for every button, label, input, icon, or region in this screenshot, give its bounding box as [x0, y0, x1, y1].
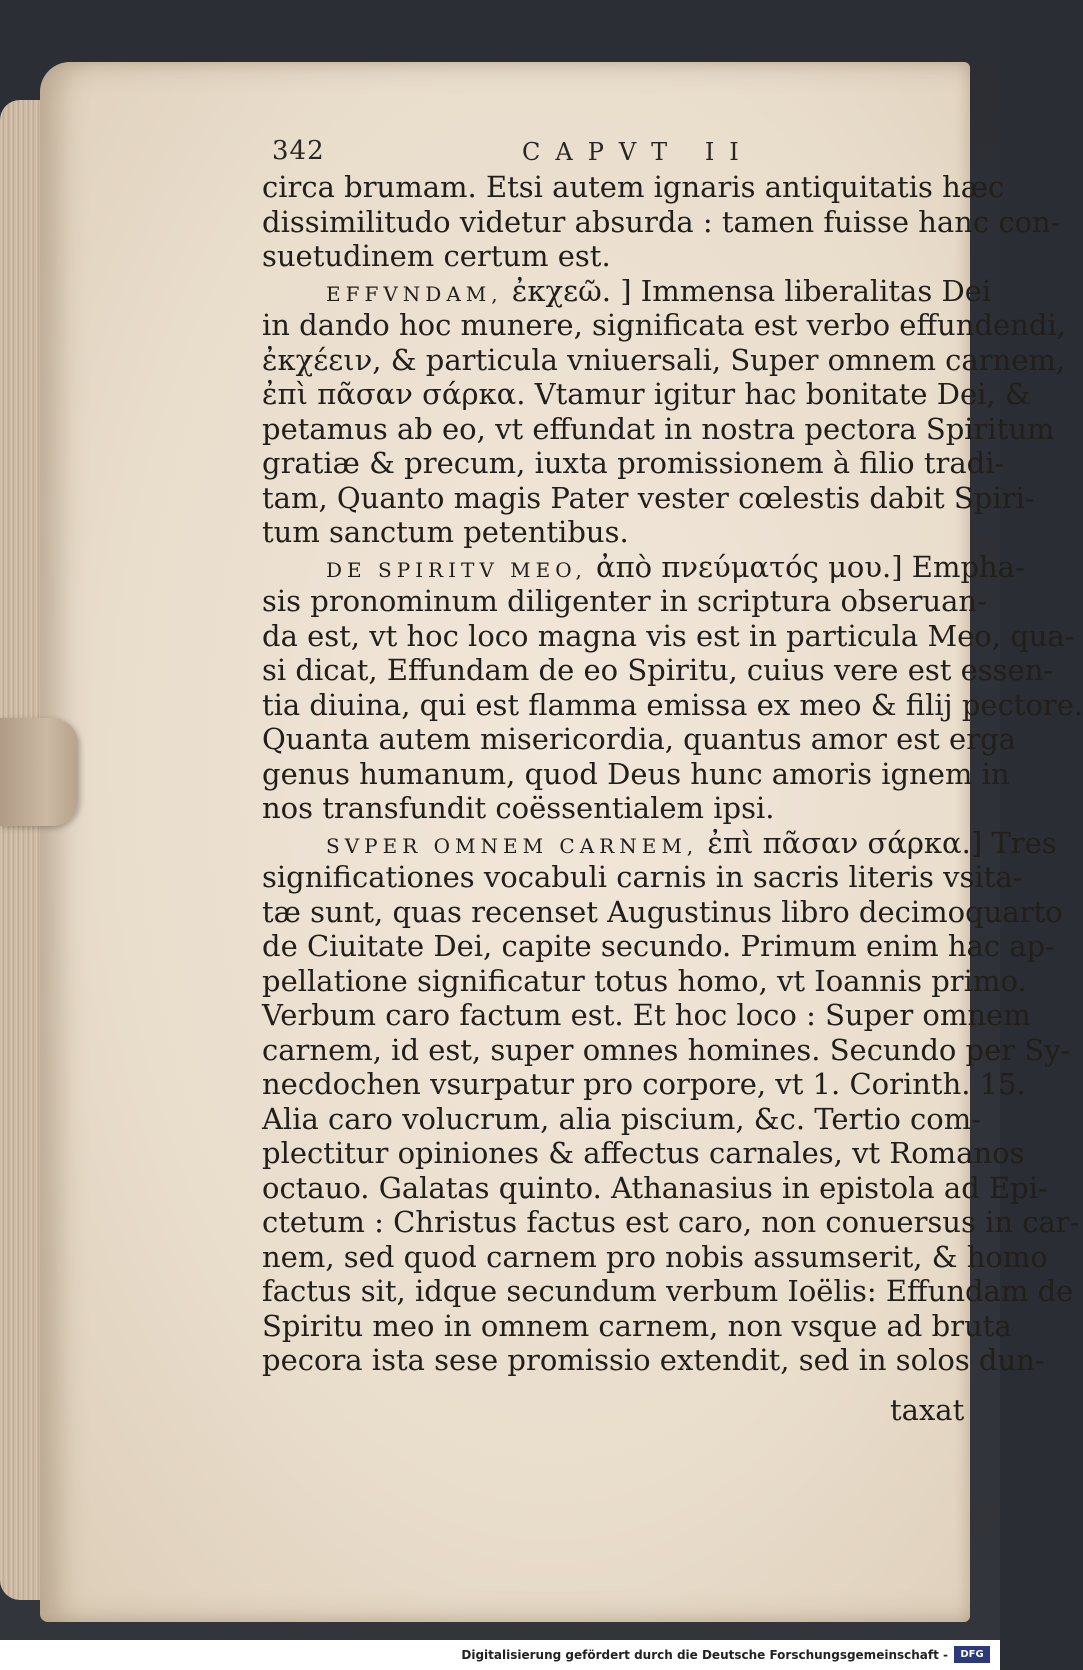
line-text: genus humanum, quod Deus hunc amoris ignem in: [262, 756, 1010, 791]
line-text: plectitur opiniones & affectus carnales, vt Romanos: [262, 1136, 1025, 1170]
line-text: pecora ista sese promissio extendit, sed in solos dun-: [262, 1343, 1045, 1377]
line-text: pellatione significatur totus homo, vt Ioannis primo.: [262, 963, 1027, 998]
line-text: Verbum caro factum est. Et hoc loco : Super omnem: [262, 998, 1031, 1032]
line-text: ἐπὶ πᾶσαν σάρκα.] Tres: [698, 825, 1057, 860]
line-text: factus sit, idque secundum verbum Ioëlis: Effundam de: [262, 1274, 1074, 1308]
text-line: [262, 1308, 1012, 1344]
text-line: [262, 377, 1031, 412]
line-text: Spiritu meo in omnem carnem, non vsque ad bruta: [262, 1308, 1012, 1343]
line-text: sis pronominum diligenter in scriptura obseruan-: [262, 584, 987, 618]
line-text: ἐκχεῶ. ] Immensa liberalitas Dei: [502, 273, 992, 308]
running-head: CAPVT II: [522, 138, 754, 166]
text-line: [262, 1136, 1025, 1171]
line-text: ἐκχέειν, & particula vniuersali, Super omnem carnem,: [262, 342, 1066, 377]
line-text: Alia caro volucrum, alia piscium, &c. Tertio com-: [262, 1101, 981, 1136]
body-text: [262, 170, 1083, 1378]
text-line: [262, 791, 962, 826]
line-text: si dicat, Effundam de eo Spiritu, cuius vere est essen-: [262, 653, 1054, 687]
text-line: [262, 584, 987, 619]
line-text: dissimilitudo videtur absurda : tamen fuisse hanc con-: [262, 204, 1061, 239]
line-text: tum sanctum petentibus.: [262, 515, 629, 549]
text-line: [262, 446, 1005, 481]
text-line: [262, 860, 1023, 895]
line-text: nem, sed quod carnem pro nobis assumserit, & homo: [262, 1239, 1048, 1274]
text-line: [262, 1067, 1026, 1102]
text-line: [262, 963, 1027, 999]
text-line: [262, 653, 1054, 688]
text-line: [262, 1170, 1048, 1206]
text-line: [262, 756, 1010, 792]
line-text: tia diuina, qui est flamma emissa ex meo & filij pectore.: [262, 687, 1083, 722]
dfg-logo: DFG: [954, 1646, 990, 1663]
text-line: [262, 170, 1005, 205]
book-clasp: [0, 718, 78, 826]
line-text: carnem, id est, super omnes homines. Secundo per Sy-: [262, 1032, 1071, 1067]
line-text: da est, vt hoc loco magna vis est in particula Meo, qua-: [262, 618, 1075, 653]
text-line: [262, 480, 1035, 516]
line-text: octauo. Galatas quinto. Athanasius in epistola ad Epi-: [262, 1170, 1048, 1205]
text-line: [262, 825, 1057, 861]
text-line: [262, 204, 1061, 240]
line-text: in dando hoc munere, significata est verbo effundendi,: [262, 308, 1066, 342]
page-number: 342: [272, 136, 325, 166]
page-header: [272, 132, 912, 172]
line-text: significationes vocabuli carnis in sacris literis vsita-: [262, 860, 1023, 894]
footer-credit: Digitalisierung gefördert durch die Deutsche Forschungsgemeinschaft -: [461, 1648, 948, 1662]
line-text: ἐπὶ πᾶσαν σάρκα. Vtamur igitur hac bonitate Dei, &: [262, 377, 1031, 411]
text-line: [262, 929, 1055, 964]
line-text: circa brumam. Etsi autem ignaris antiquitatis hæc: [262, 170, 1005, 204]
text-line: [262, 1101, 981, 1137]
line-text: nos transfundit coëssentialem ipsi.: [262, 791, 775, 825]
line-text: petamus ab eo, vt effundat in nostra pectora Spiritum: [262, 411, 1055, 446]
line-text: tæ sunt, quas recenset Augustinus libro decimoquarto: [262, 894, 1063, 929]
text-line: [262, 618, 1075, 654]
line-text: tam, Quanto magis Pater vester cœlestis dabit Spiri-: [262, 480, 1035, 515]
text-line: [262, 894, 1063, 930]
text-line: [262, 411, 1055, 447]
footer-bar: [0, 1640, 1000, 1670]
line-text: ἀπὸ πνεύματός μου.] Empha-: [586, 549, 1025, 584]
text-line: [262, 1205, 1080, 1240]
text-line: [262, 308, 1066, 343]
text-line: [262, 515, 962, 550]
text-line: [262, 239, 962, 274]
text-line: [262, 1239, 1048, 1275]
text-line: [262, 1032, 1071, 1068]
text-line: [262, 1274, 1074, 1309]
lemma-heading: DE SPIRITV MEO,: [326, 557, 587, 582]
line-text: de Ciuitate Dei, capite secundo. Primum enim hac ap-: [262, 929, 1055, 963]
line-text: Quanta autem misericordia, quantus amor est erga: [262, 722, 1016, 756]
text-line: [262, 549, 1025, 585]
text-line: [262, 273, 992, 309]
text-line: [262, 722, 1016, 757]
line-text: gratiæ & precum, iuxta promissionem à filio tradi-: [262, 446, 1005, 480]
catchword: taxat: [890, 1393, 965, 1427]
lemma-heading: EFFVNDAM,: [326, 281, 503, 306]
line-text: necdochen vsurpatur pro corpore, vt 1. Corinth. 15.: [262, 1067, 1026, 1101]
text-line: [262, 998, 1031, 1033]
lemma-heading: SVPER OMNEM CARNEM,: [326, 833, 699, 858]
line-text: suetudinem certum est.: [262, 239, 611, 273]
text-line: [262, 1343, 1045, 1378]
text-line: [262, 342, 1066, 378]
line-text: ctetum : Christus factus est caro, non conuersus in car-: [262, 1205, 1080, 1239]
text-line: [262, 687, 1083, 723]
